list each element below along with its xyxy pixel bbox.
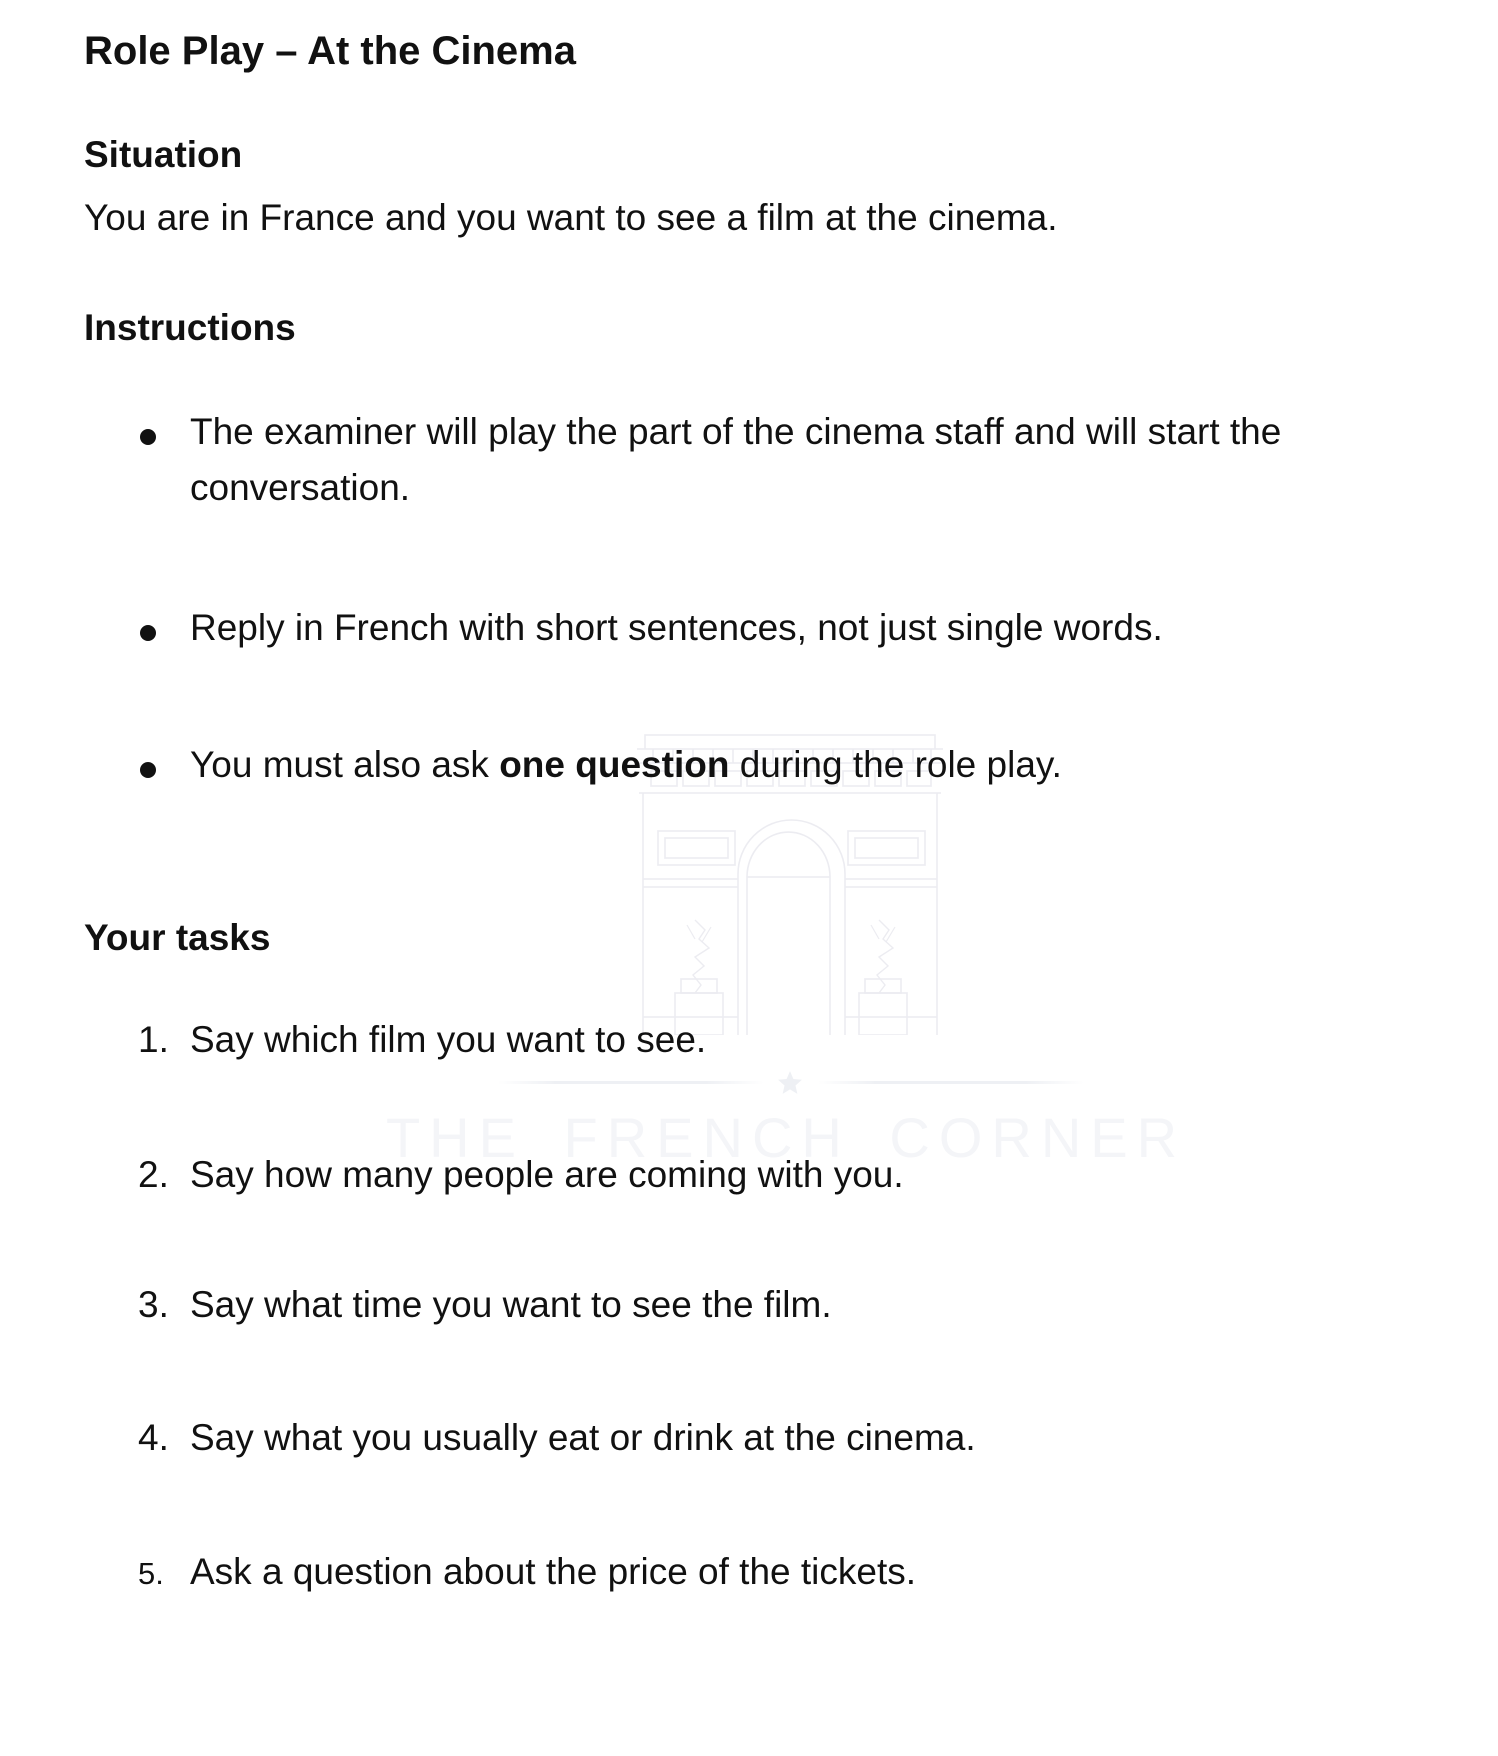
situation-heading: Situation bbox=[84, 134, 243, 175]
watermark-divider-right bbox=[818, 1081, 1084, 1084]
instructions-heading: Instructions bbox=[84, 307, 296, 348]
task-number: 2. bbox=[138, 1154, 169, 1195]
task-number: 3. bbox=[138, 1284, 169, 1325]
task-text: Say what you usually eat or drink at the cinema. bbox=[190, 1417, 976, 1458]
instruction-text: The examiner will play the part of the cinema staff and will start the conversation. bbox=[190, 411, 1282, 508]
task-item bbox=[138, 1416, 1398, 1460]
star-icon bbox=[776, 1069, 804, 1097]
instruction-item bbox=[138, 600, 1390, 656]
task-number: 1. bbox=[138, 1019, 169, 1060]
page-title: Role Play – At the Cinema bbox=[84, 29, 576, 73]
instruction-text: Reply in French with short sentences, not just single words. bbox=[190, 607, 1163, 648]
task-number: 4. bbox=[138, 1417, 169, 1458]
watermark-divider-left bbox=[498, 1081, 764, 1084]
bullet-icon bbox=[140, 429, 156, 445]
task-number: 5. bbox=[138, 1556, 164, 1591]
task-text: Say which film you want to see. bbox=[190, 1019, 707, 1060]
watermark-text: THE FRENCH CORNER bbox=[385, 1106, 1187, 1169]
instruction-item bbox=[138, 404, 1390, 516]
task-text: Say how many people are coming with you. bbox=[190, 1154, 904, 1195]
instruction-item bbox=[138, 737, 1390, 793]
instruction-text: You must also ask one question during the role play. bbox=[190, 744, 1062, 785]
task-text: Ask a question about the price of the tickets. bbox=[190, 1551, 917, 1592]
tasks-heading: Your tasks bbox=[84, 917, 271, 958]
bullet-icon bbox=[140, 625, 156, 641]
instruction-bold-text: one question bbox=[499, 744, 730, 785]
task-item bbox=[138, 1283, 1398, 1327]
task-text: Say what time you want to see the film. bbox=[190, 1284, 832, 1325]
situation-text: You are in France and you want to see a film at the cinema. bbox=[84, 197, 1058, 238]
task-item bbox=[138, 1018, 1398, 1062]
task-item bbox=[138, 1550, 1398, 1596]
bullet-icon bbox=[140, 762, 156, 778]
task-item bbox=[138, 1153, 1398, 1197]
